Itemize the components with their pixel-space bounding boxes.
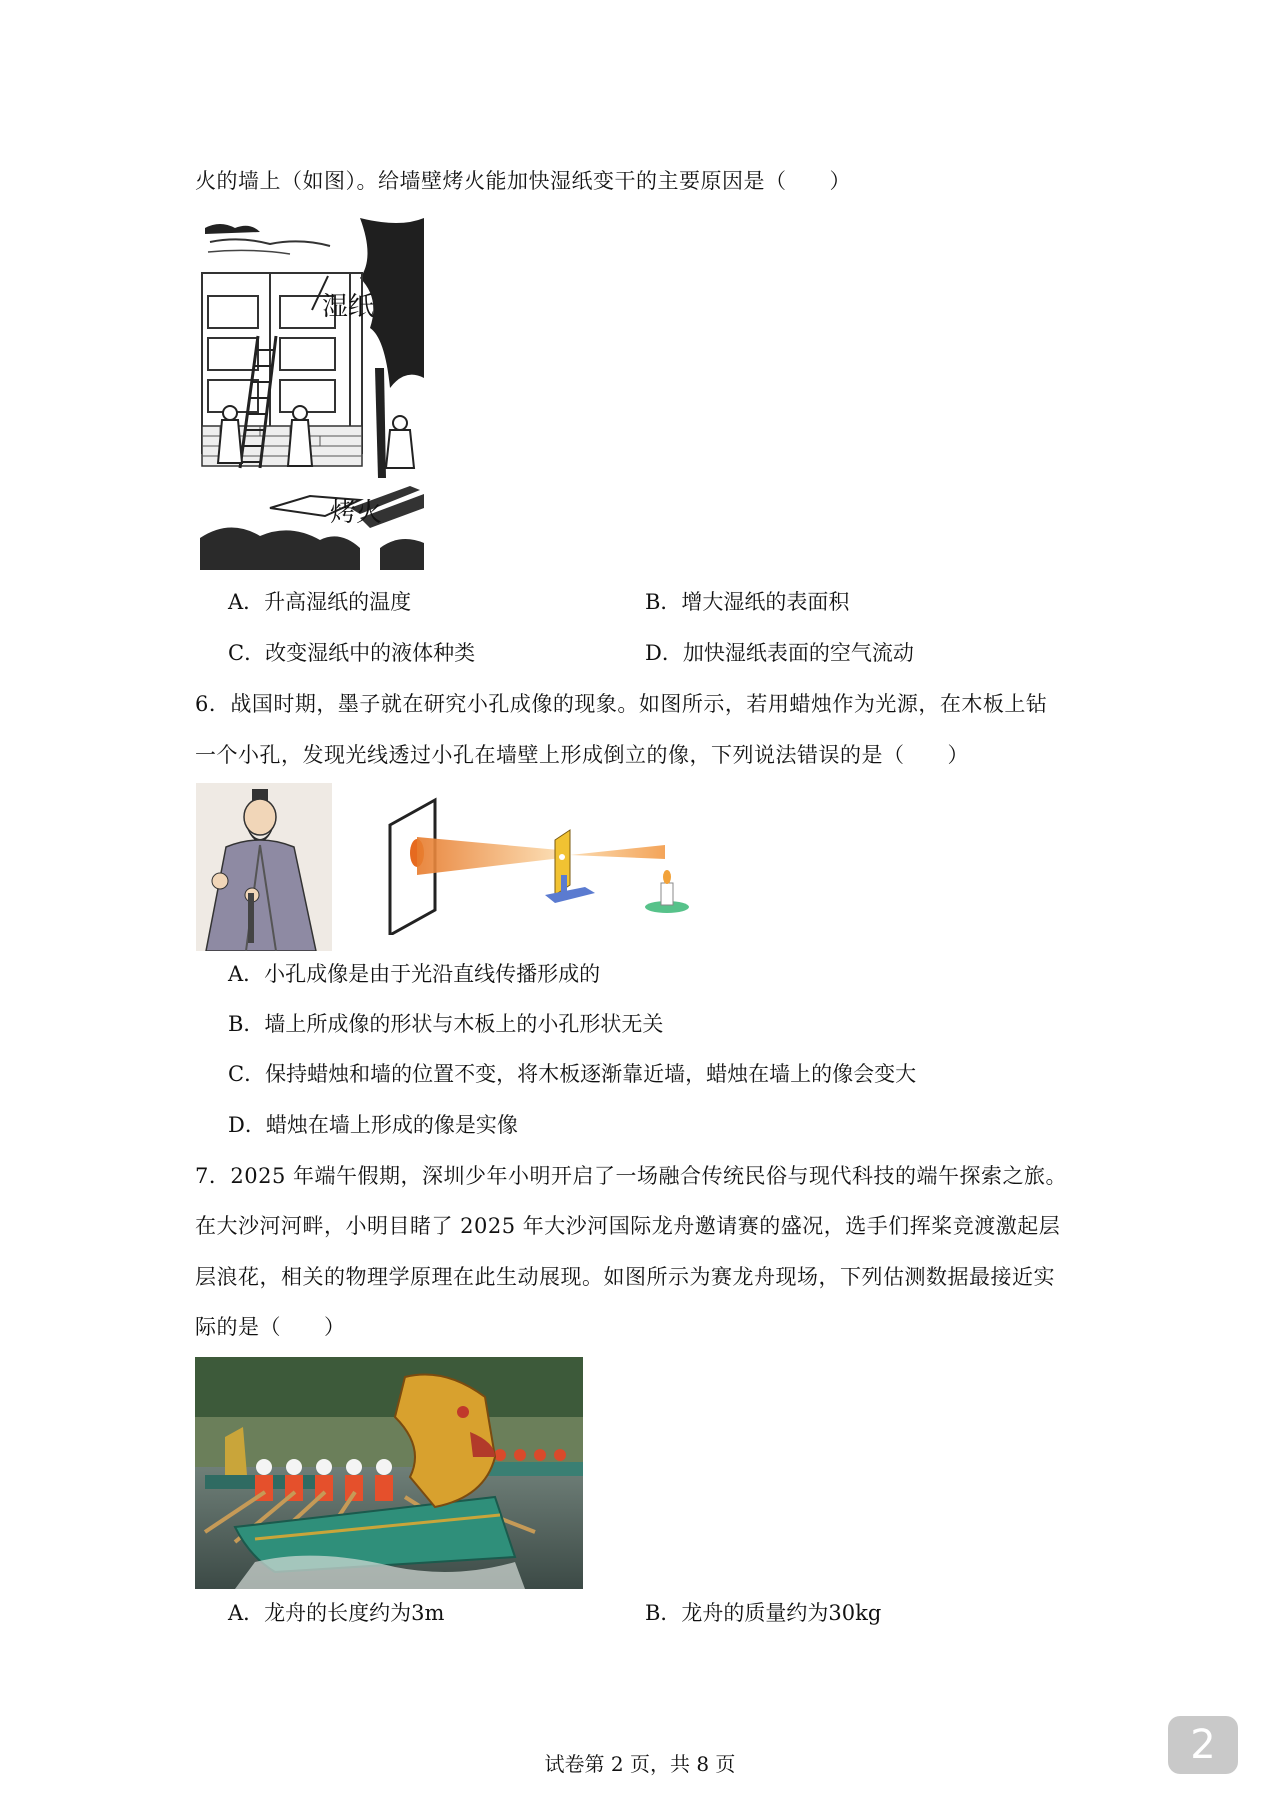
q6-figure-mozi — [196, 783, 332, 951]
q5-option-b: B．增大湿纸的表面积 — [645, 590, 850, 614]
q5-option-a: A．升高湿纸的温度 — [228, 590, 412, 614]
q7-stem-line1: 7．2025 年端午假期，深圳少年小明开启了一场融合传统民俗与现代科技的端午探索之旅。 — [195, 1164, 1067, 1188]
q6-option-b: B．墙上所成像的形状与木板上的小孔形状无关 — [228, 1012, 664, 1036]
q7-figure-dragon-boat — [195, 1357, 583, 1589]
q7-stem-line4: 际的是（ ） — [195, 1315, 346, 1339]
q7-option-b: B．龙舟的质量约为30kg — [645, 1601, 882, 1625]
q6-figure-pinhole — [385, 795, 705, 935]
q6-stem-line2: 一个小孔，发现光线透过小孔在墙壁上形成倒立的像，下列说法错误的是（ ） — [195, 743, 969, 767]
q5-option-d: D．加快湿纸表面的空气流动 — [645, 641, 914, 665]
q5-option-c: C．改变湿纸中的液体种类 — [228, 641, 476, 665]
q6-option-c: C．保持蜡烛和墙的位置不变，将木板逐渐靠近墙，蜡烛在墙上的像会变大 — [228, 1062, 917, 1086]
q6-option-d: D．蜡烛在墙上形成的像是实像 — [228, 1113, 518, 1137]
page-number-badge: 2 — [1168, 1716, 1238, 1774]
page-footer: 试卷第 2 页，共 8 页 — [544, 1752, 736, 1776]
q5-stem: 火的墙上（如图）。给墙壁烤火能加快湿纸变干的主要原因是（ ） — [195, 169, 851, 193]
q7-stem-line2: 在大沙河河畔，小明目睹了 2025 年大沙河国际龙舟邀请赛的盛况，选手们挥桨竞渡激起层 — [195, 1214, 1061, 1238]
q6-stem-line1: 6．战国时期，墨子就在研究小孔成像的现象。如图所示，若用蜡烛作为光源，在木板上钻 — [195, 692, 1048, 716]
q7-stem-line3: 层浪花，相关的物理学原理在此生动展现。如图所示为赛龙舟现场，下列估测数据最接近实 — [195, 1265, 1055, 1289]
q7-option-a: A．龙舟的长度约为3m — [228, 1601, 445, 1625]
q5-figure-wall-drying — [200, 218, 424, 570]
label-fire: 烤火 — [330, 498, 383, 528]
label-wet-paper: 湿纸 — [322, 292, 375, 322]
q6-option-a: A．小孔成像是由于光沿直线传播形成的 — [228, 962, 601, 986]
